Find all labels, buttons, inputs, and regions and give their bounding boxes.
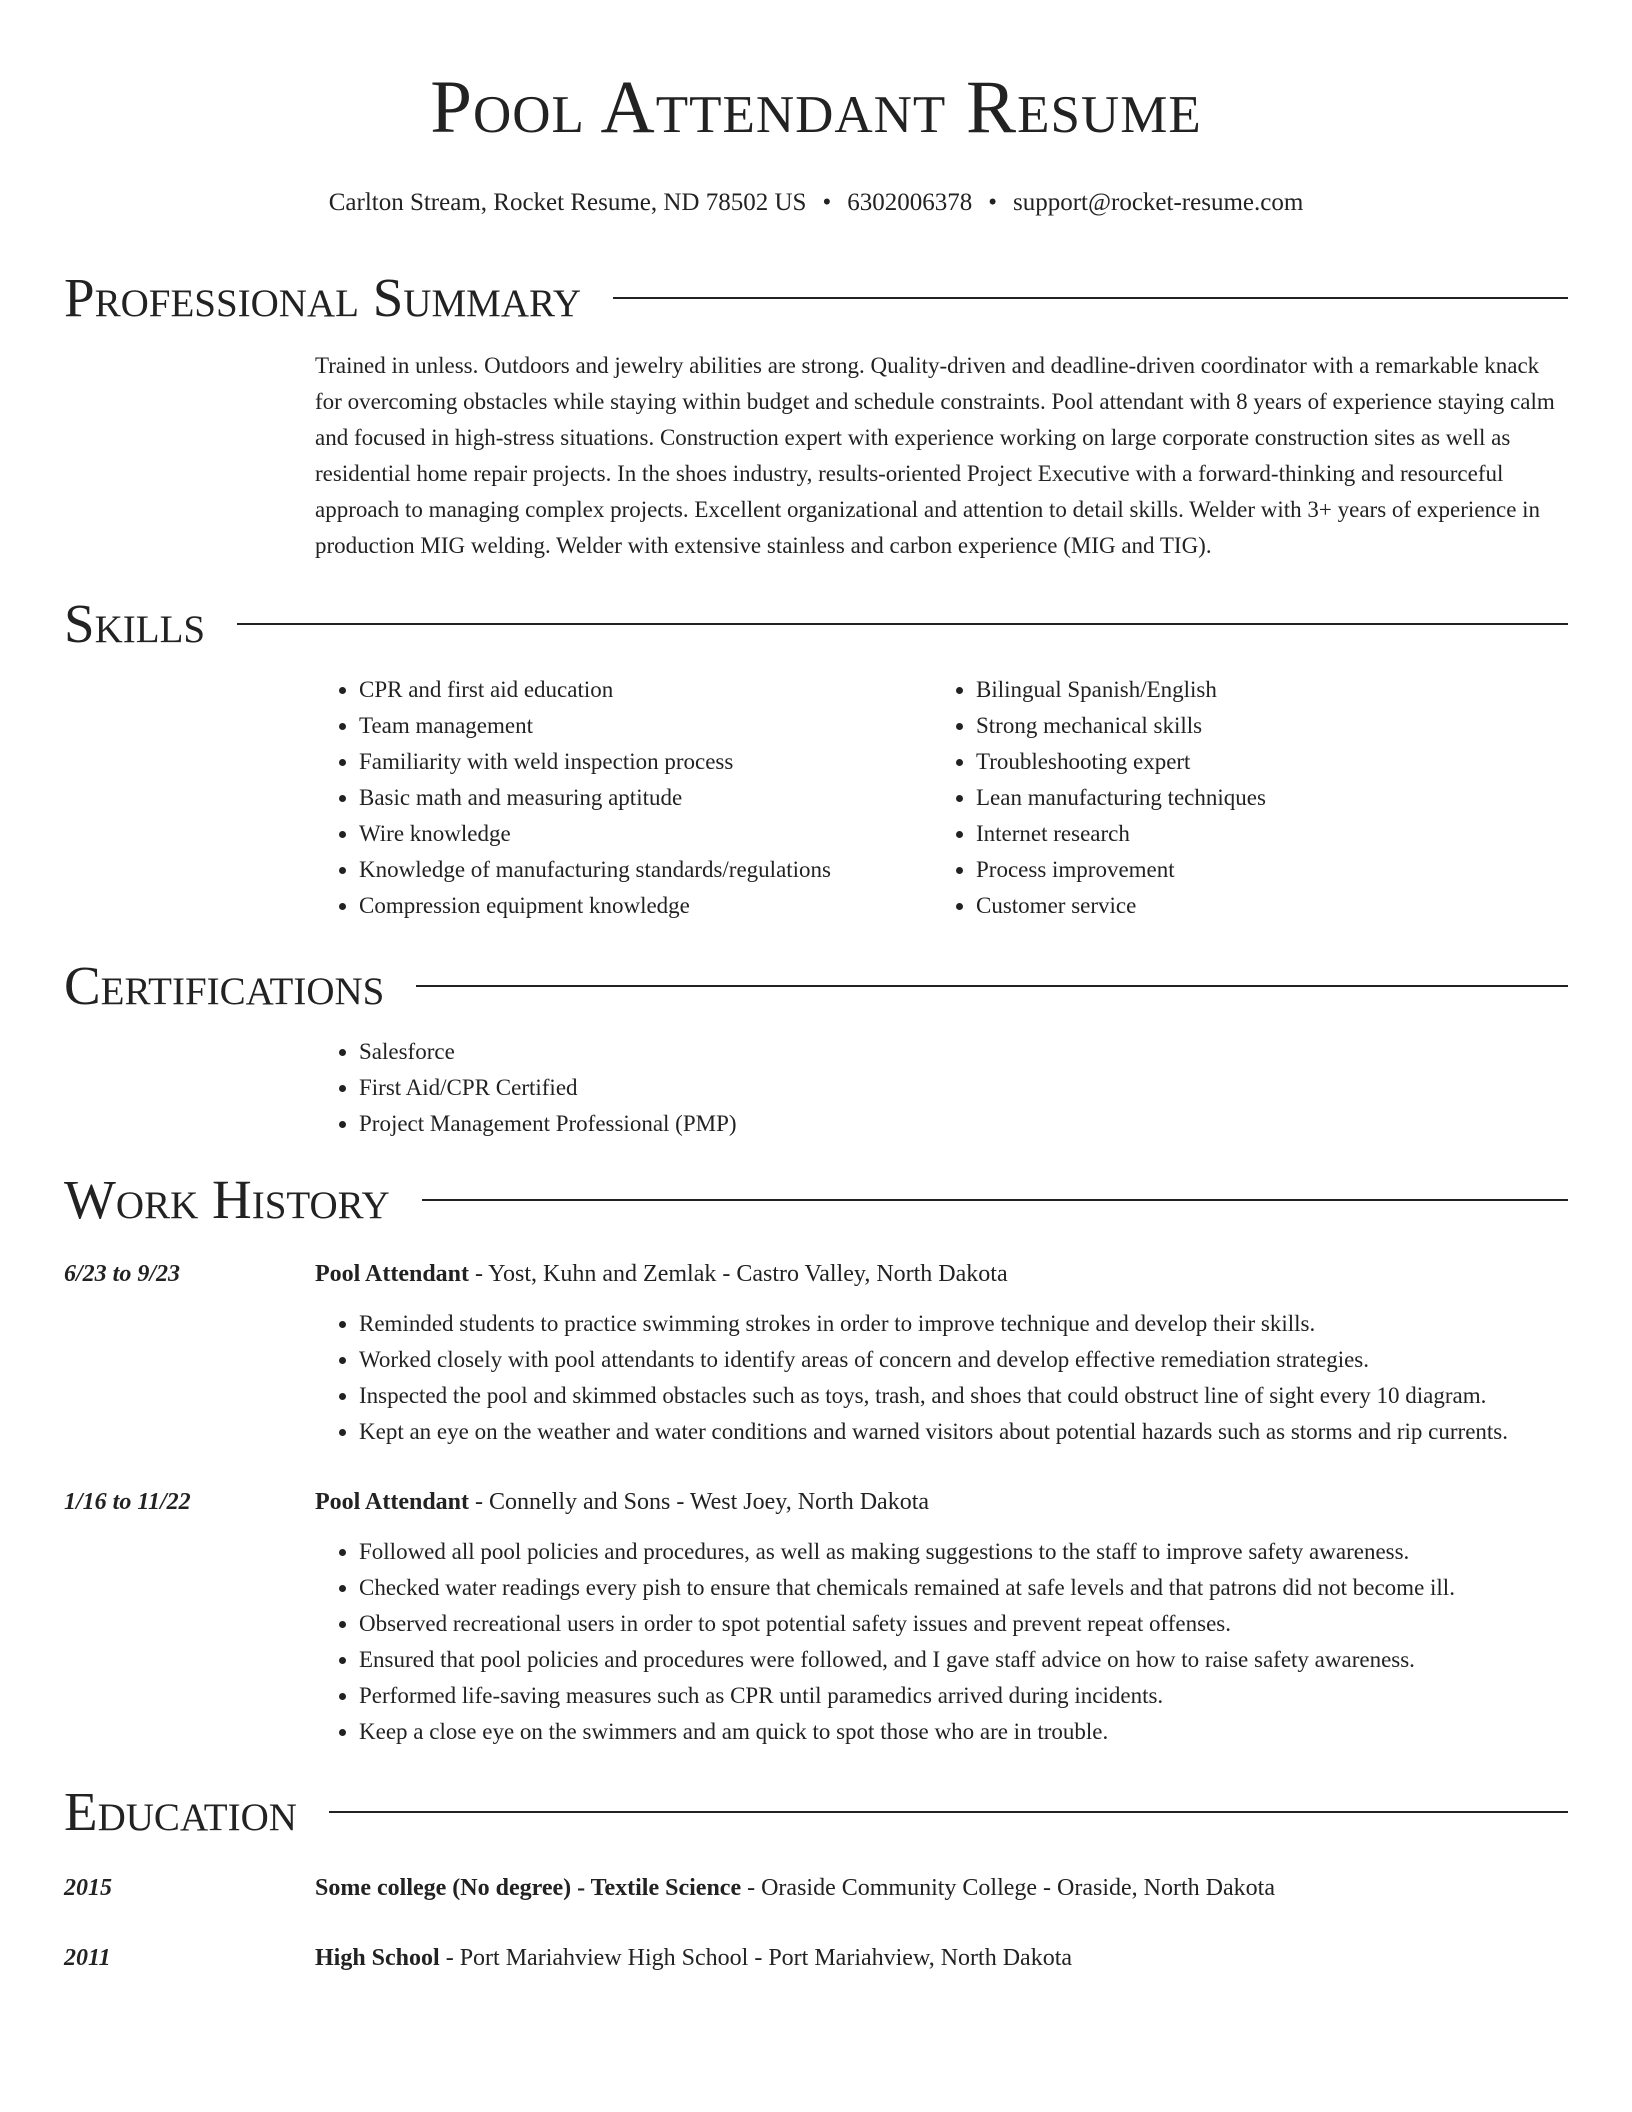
skill-item: • Customer service: [976, 888, 1549, 924]
contact-phone: 6302006378: [847, 189, 973, 216]
section-divider: [416, 985, 1568, 987]
job-bullet: • Worked closely with pool attendants to identify areas of concern and develop effective remediation strategies.: [359, 1342, 1568, 1378]
skill-item: • Knowledge of manufacturing standards/regulations: [359, 852, 932, 888]
summary-text: Trained in unless. Outdoors and jewelry abilities are strong. Quality-driven and deadline-driven coordinator with a remarkable knack for overcoming obstacles while staying within budget and schedule constraints. Pool attendant with 8 years of experience staying calm and focused in high-stress situations. Construction expert with experience working on large corporate construction sites as well as residential home repair projects. In the shoes industry, results-oriented Project Executive with a forward-thinking and resourceful approach to managing complex projects. Excellent organizational and attention to detail skills. Welder with 3+ years of experience in production MIG welding. Welder with extensive stainless and carbon experience (MIG and TIG).: [315, 353, 1555, 558]
job-title-line: [315, 1484, 1568, 1520]
skills-list-right: [932, 672, 1549, 924]
certification-item: • Salesforce: [359, 1034, 1568, 1070]
job-bullet: • Reminded students to practice swimming strokes in order to improve technique and develop their skills.: [359, 1306, 1568, 1342]
job-bullet: • Observed recreational users in order to spot potential safety issues and prevent repeat offenses.: [359, 1606, 1568, 1642]
skills-grid: [315, 672, 1568, 924]
section-divider: [613, 297, 1568, 299]
job-dates: 6/23 to 9/23: [64, 1261, 181, 1287]
education-section: [64, 1774, 1568, 1976]
section-header: [64, 1774, 1568, 1850]
section-header: [64, 586, 1568, 662]
education-heading: Education: [64, 1781, 297, 1842]
certifications-heading: Certifications: [64, 955, 385, 1016]
resume-header: [64, 0, 1568, 220]
section-header: [64, 1162, 1568, 1238]
contact-email: support@rocket-resume.com: [1012, 189, 1304, 216]
skill-item: • CPR and first aid education: [359, 672, 932, 708]
job-bullet: • Kept an eye on the weather and water conditions and warned visitors about potential hazards such as storms and rip currents.: [359, 1414, 1568, 1450]
education-year: 2015: [64, 1875, 112, 1901]
education-line: [315, 1870, 1275, 1906]
job-employer: - Yost, Kuhn and Zemlak - Castro Valley, North Dakota: [469, 1261, 1008, 1287]
certifications-list: [315, 1034, 1568, 1142]
education-year: 2011: [64, 1945, 111, 1971]
section-header: [64, 948, 1568, 1024]
job-bullet: • Checked water readings every pish to ensure that chemicals remained at safe levels and that patrons did not become ill.: [359, 1570, 1568, 1606]
contact-separator: •: [988, 189, 997, 216]
summary-heading: Professional Summary: [64, 267, 582, 328]
skill-item: • Familiarity with weld inspection process: [359, 744, 932, 780]
job-bullets: [315, 1534, 1568, 1750]
skill-item: • Lean manufacturing techniques: [976, 780, 1549, 816]
section-divider: [422, 1199, 1568, 1201]
job-bullet: • Performed life-saving measures such as CPR until paramedics arrived during incidents.: [359, 1678, 1568, 1714]
section-header: [64, 260, 1568, 336]
certifications-bullets: [315, 1034, 1568, 1142]
job-role: Pool Attendant: [315, 1261, 470, 1287]
skill-item: • Compression equipment knowledge: [359, 888, 932, 924]
certification-item: • Project Management Professional (PMP): [359, 1106, 1568, 1142]
contact-address: Carlton Stream, Rocket Resume, ND 78502 US: [328, 189, 807, 216]
contact-separator: •: [822, 189, 832, 216]
job-entry: [64, 1256, 1568, 1450]
education-degree: High School: [315, 1945, 440, 1971]
work-history-section: [64, 1162, 1568, 1750]
section-divider: [237, 623, 1568, 625]
section-divider: [329, 1811, 1568, 1813]
job-bullet: • Keep a close eye on the swimmers and am quick to spot those who are in trouble.: [359, 1714, 1568, 1750]
education-degree: Some college (No degree) - Textile Science: [315, 1875, 742, 1901]
education-entry: [64, 1940, 1568, 1976]
skills-list-left: [315, 672, 932, 924]
education-school: - Oraside Community College - Oraside, North Dakota: [741, 1875, 1275, 1901]
skill-item: • Internet research: [976, 816, 1549, 852]
certifications-section: [64, 948, 1568, 1142]
education-school: - Port Mariahview High School - Port Mariahview, North Dakota: [439, 1945, 1073, 1971]
education-line: [315, 1940, 1072, 1976]
skills-column-right: [932, 672, 1549, 924]
job-bullet: • Ensured that pool policies and procedures were followed, and I gave staff advice on how to raise safety awareness.: [359, 1642, 1568, 1678]
resume-title: Pool Attendant Resume: [430, 66, 1202, 149]
contact-line: [64, 186, 1568, 220]
job-title-line: [315, 1256, 1568, 1292]
job-bullets: [315, 1306, 1568, 1450]
job-role: Pool Attendant: [315, 1489, 470, 1515]
certification-item: • First Aid/CPR Certified: [359, 1070, 1568, 1106]
job-body: [315, 1256, 1568, 1450]
skills-heading: Skills: [64, 593, 206, 654]
job-bullet: • Inspected the pool and skimmed obstacles such as toys, trash, and shoes that could obstruct line of sight every 10 diagram.: [359, 1378, 1568, 1414]
job-dates: 1/16 to 11/22: [64, 1489, 191, 1515]
skills-section: [64, 586, 1568, 924]
skill-item: • Process improvement: [976, 852, 1549, 888]
education-entry: [64, 1870, 1568, 1906]
job-bullet: • Followed all pool policies and procedures, as well as making suggestions to the staff to improve safety awareness.: [359, 1534, 1568, 1570]
job-entry: [64, 1484, 1568, 1750]
skill-item: • Troubleshooting expert: [976, 744, 1549, 780]
job-body: [315, 1484, 1568, 1750]
skills-column-left: [315, 672, 932, 924]
work-history-heading: Work History: [64, 1169, 390, 1230]
job-employer: - Connelly and Sons - West Joey, North Dakota: [469, 1489, 930, 1515]
skill-item: • Strong mechanical skills: [976, 708, 1549, 744]
skill-item: • Basic math and measuring aptitude: [359, 780, 932, 816]
skill-item: • Bilingual Spanish/English: [976, 672, 1549, 708]
skill-item: • Wire knowledge: [359, 816, 932, 852]
summary-section: [64, 260, 1568, 564]
skill-item: • Team management: [359, 708, 932, 744]
